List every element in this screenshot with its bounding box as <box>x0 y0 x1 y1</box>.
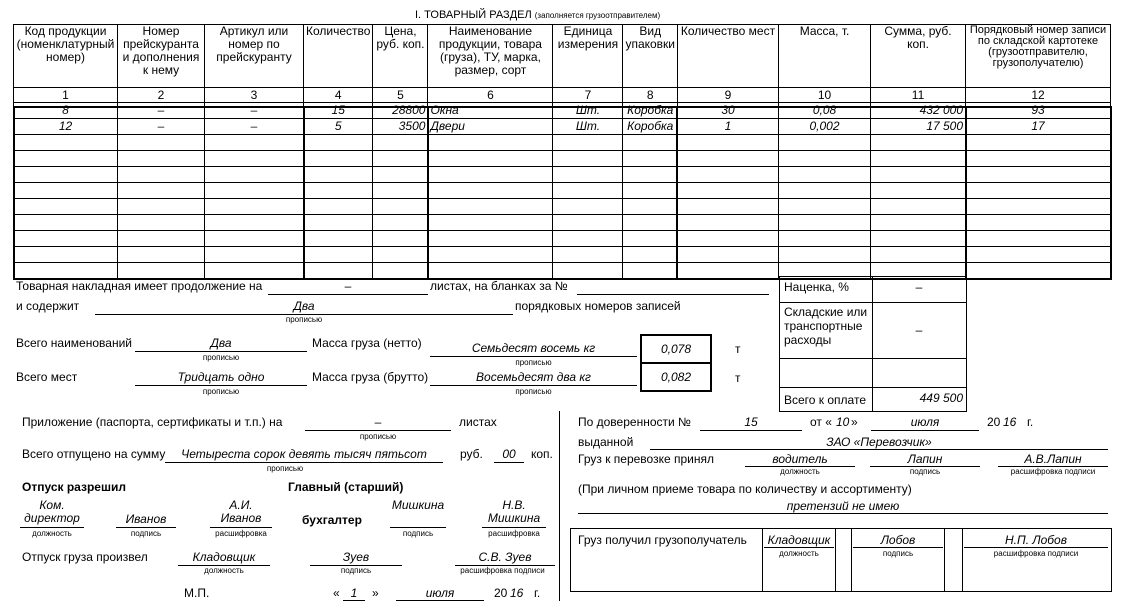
markup-label: Наценка, % <box>784 280 849 294</box>
divider <box>962 528 963 591</box>
table-row <box>14 103 1111 119</box>
gross-label: Масса груза (брутто) <box>312 370 429 384</box>
caption-sign: подпись <box>340 566 372 575</box>
caption-position: должность <box>779 549 819 558</box>
col-header: Номер прейскуранта и дополнения к нему <box>118 25 205 88</box>
permit-decode: А.И. Иванов <box>210 499 272 528</box>
divider <box>835 528 836 591</box>
date-open: « <box>333 586 340 600</box>
accountant-sign: Мишкина <box>390 499 446 528</box>
empty-row <box>14 167 1111 183</box>
col-header: Артикул или номер по прейскуранту <box>205 25 304 88</box>
empty-row <box>14 247 1111 263</box>
caption-propisyu: прописью <box>515 387 552 396</box>
cell-name: Двери <box>428 119 553 135</box>
proxy-year-suffix: г. <box>1027 415 1034 429</box>
cell-unit: Шт. <box>553 103 623 119</box>
col-header: Масса, т. <box>779 25 871 88</box>
cell-package: Коробка <box>623 103 678 119</box>
expenses-label: Складские или транспортные расходы <box>784 305 868 347</box>
proxy-year: 16 <box>1003 415 1017 429</box>
caption-position: должность <box>780 467 820 476</box>
col-number: 2 <box>118 88 205 103</box>
caption-propisyu: прописью <box>266 464 304 473</box>
caption-decode: расшифровка подписи <box>460 566 545 575</box>
date-day: 1 <box>343 586 365 601</box>
net-unit: т <box>735 342 741 356</box>
total-label: Всего к оплате <box>784 393 867 407</box>
caption-propisyu: прописью <box>515 358 552 367</box>
divider <box>851 528 852 591</box>
cell-record: 93 <box>966 103 1111 119</box>
released-value: Четыреста сорок девять тысяч пятьсот <box>165 447 443 463</box>
col-header: Код продукции (номенклатурный номер) <box>14 25 118 88</box>
col-number: 1 <box>14 88 118 103</box>
date-month: июля <box>396 586 484 601</box>
caption-sign: подпись <box>882 549 914 558</box>
col-header: Единица измерения <box>553 25 623 88</box>
made-sign: Зуев <box>310 550 402 566</box>
caption-decode: расшифровка <box>488 529 540 538</box>
col-header: Сумма, руб. коп. <box>871 25 966 88</box>
proxy-month: июля <box>871 415 979 431</box>
places-label: Всего мест <box>16 370 78 384</box>
cell-article: – <box>205 119 304 135</box>
caption-position: должность <box>204 566 244 575</box>
col-header: Количество <box>304 25 373 88</box>
personal-note: (При личном приеме товара по количеству и ассортименту) <box>578 482 912 496</box>
date-year-suffix: г. <box>534 586 541 600</box>
cell-code: 8 <box>14 103 118 119</box>
col-header: Наименование продукции, товара (груза), ТУ, марка, размер, сорт <box>428 25 553 88</box>
col-header: Вид упаковки <box>623 25 678 88</box>
attach-label: Приложение (паспорта, сертификаты и т.п.) на <box>22 415 283 429</box>
cell-unit: Шт. <box>553 119 623 135</box>
contains-value: Два <box>95 299 513 315</box>
made-position: Кладовщик <box>178 550 270 566</box>
caption-sign: подпись <box>130 529 162 538</box>
records-label: порядковых номеров записей <box>515 299 681 313</box>
cell-mass: 0,002 <box>779 119 871 135</box>
net-words: Семьдесят восемь кг <box>430 341 637 357</box>
received-label: Груз получил грузополучатель <box>578 533 747 547</box>
cell-price: 28800 <box>373 103 428 119</box>
col-number: 8 <box>623 88 678 103</box>
caption-sign: подпись <box>909 467 941 476</box>
issued-value: ЗАО «Перевозчик» <box>650 435 1108 450</box>
kop-label: коп. <box>531 447 553 461</box>
col-header: Порядковый номер записи по складской картотеке (грузоотправителю, грузополучателю) <box>966 25 1111 88</box>
accepted-sign: Лапин <box>870 452 980 467</box>
divider <box>762 528 763 591</box>
cell-name: Окна <box>428 103 553 119</box>
cell-places: 30 <box>678 103 779 119</box>
goods-table <box>13 24 1111 279</box>
date-year-pre: 20 <box>494 586 508 600</box>
caption-sign: подпись <box>402 529 434 538</box>
col-number: 10 <box>779 88 871 103</box>
kop-value: 00 <box>494 447 524 463</box>
proxy-from: от « <box>810 415 832 429</box>
cell-article: – <box>205 103 304 119</box>
expenses-value: – <box>915 323 923 337</box>
permit-sign: Иванов <box>116 512 176 528</box>
date-year: 16 <box>510 586 524 600</box>
caption-decode: расшифровка подписи <box>1010 467 1096 476</box>
gross-words: Восемьдесят два кг <box>430 370 637 386</box>
caption-decode: расшифровка <box>215 529 267 538</box>
net-label: Масса груза (нетто) <box>312 336 422 350</box>
empty-row <box>14 199 1111 215</box>
made-decode: С.В. Зуев <box>455 550 555 566</box>
col-number: 12 <box>966 88 1111 103</box>
proxy-year-pre: 20 <box>987 415 1001 429</box>
contains-label: и содержит <box>16 299 80 313</box>
caption-propisyu: прописью <box>285 315 323 324</box>
date-close: » <box>372 586 379 600</box>
accountant-label: бухгалтер <box>302 513 362 527</box>
attach-value: – <box>305 415 451 431</box>
col-number: 6 <box>428 88 553 103</box>
table-row <box>14 119 1111 135</box>
empty-row <box>14 183 1111 199</box>
caption-propisyu: прописью <box>202 387 240 396</box>
caption-propisyu: прописью <box>359 432 397 441</box>
cell-pricelist: – <box>118 119 205 135</box>
names-value: Два <box>135 336 307 352</box>
markup-value: – <box>915 280 923 294</box>
col-number: 7 <box>553 88 623 103</box>
proxy-label: По доверенности № <box>578 415 691 429</box>
empty-row <box>14 135 1111 151</box>
gross-unit: т <box>735 371 741 385</box>
permit-position: Ком. директор <box>20 499 84 528</box>
divider <box>944 528 945 591</box>
column-numbers <box>14 88 1111 103</box>
received-decode: Н.П. Лобов <box>964 533 1108 548</box>
received-sign: Лобов <box>853 533 943 548</box>
proxy-number: 15 <box>700 415 802 431</box>
cell-code: 12 <box>14 119 118 135</box>
section-divider <box>559 411 560 601</box>
attach-unit: листах <box>459 415 497 429</box>
col-number: 9 <box>678 88 779 103</box>
col-header: Количество мест <box>678 25 779 88</box>
accountant-decode: Н.В. Мишкина <box>482 499 546 528</box>
cell-sum: 17 500 <box>871 119 966 135</box>
col-header: Цена, руб. коп. <box>373 25 428 88</box>
table-header <box>14 25 1111 88</box>
empty-row <box>14 215 1111 231</box>
received-position: Кладовщик <box>764 533 834 548</box>
col-number: 3 <box>205 88 304 103</box>
cell-package: Коробка <box>623 119 678 135</box>
continuation-label: Товарная накладная имеет продолжение на <box>16 279 263 293</box>
cell-quantity: 15 <box>304 103 373 119</box>
chief-label: Главный (старший) <box>288 480 404 494</box>
proxy-day-close: » <box>851 415 858 429</box>
rub-label: руб. <box>460 447 483 461</box>
cell-quantity: 5 <box>304 119 373 135</box>
continuation-value: – <box>268 279 428 295</box>
cell-places: 1 <box>678 119 779 135</box>
issued-label: выданной <box>578 435 634 449</box>
col-number: 4 <box>304 88 373 103</box>
accepted-label: Груз к перевозке принял <box>578 452 714 466</box>
names-label: Всего наименований <box>16 336 132 350</box>
sheets-label: листах, на бланках за № <box>430 279 568 293</box>
places-value: Тридцать одно <box>135 370 307 386</box>
cell-pricelist: – <box>118 103 205 119</box>
caption-decode: расшифровка подписи <box>993 549 1079 558</box>
made-label: Отпуск груза произвел <box>22 550 148 564</box>
cell-sum: 432 000 <box>871 103 966 119</box>
released-label: Всего отпущено на сумму <box>22 447 166 461</box>
col-number: 5 <box>373 88 428 103</box>
blank-number-line <box>577 279 769 295</box>
accepted-decode: А.В.Лапин <box>998 452 1108 467</box>
proxy-day: 10 <box>836 415 850 429</box>
permit-label: Отпуск разрешил <box>22 480 126 494</box>
caption-position: должность <box>32 529 72 538</box>
empty-row <box>14 231 1111 247</box>
gross-value-box: 0,082 <box>640 362 712 392</box>
cell-record: 17 <box>966 119 1111 135</box>
caption-propisyu: прописью <box>202 353 240 362</box>
col-number: 11 <box>871 88 966 103</box>
section-title: I. ТОВАРНЫЙ РАЗДЕЛ (заполняется грузоотправителем) <box>415 9 661 21</box>
stamp-label: М.П. <box>184 586 210 600</box>
accepted-position: водитель <box>745 452 855 467</box>
empty-row <box>14 151 1111 167</box>
note-value: претензий не имею <box>578 499 1108 514</box>
cell-mass: 0,08 <box>779 103 871 119</box>
net-value-box: 0,078 <box>640 334 712 364</box>
total-value: 449 500 <box>919 391 963 405</box>
cell-price: 3500 <box>373 119 428 135</box>
